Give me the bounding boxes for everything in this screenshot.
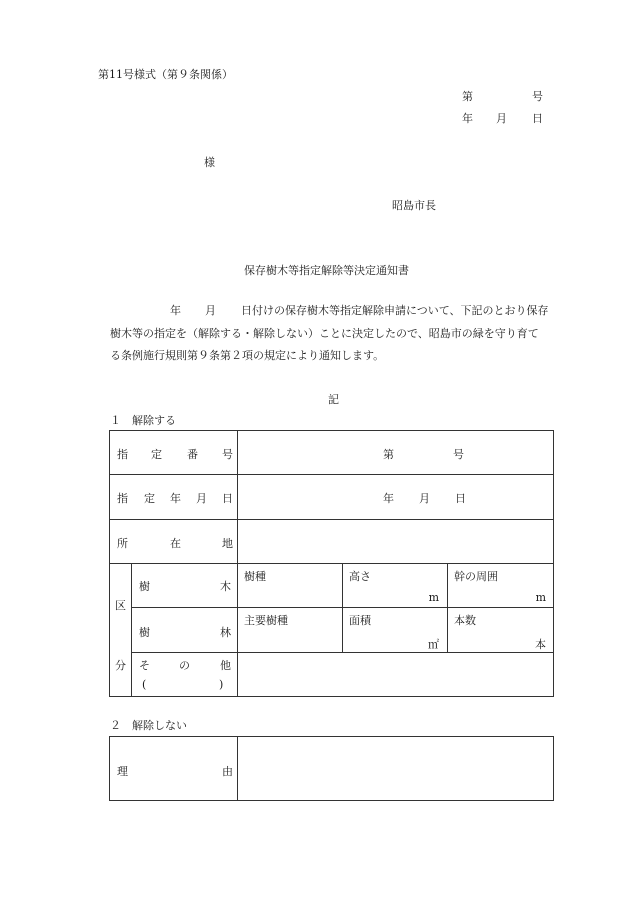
jurin-count-cell[interactable]: 本数 本 [448, 608, 554, 653]
number-prefix: 第 [462, 90, 473, 103]
input-reason[interactable] [238, 737, 554, 801]
label-shitei-date: 指 定 年 月 日 [110, 475, 238, 520]
document-title: 保存樹木等指定解除等決定通知書 [244, 264, 409, 277]
input-shozaichi[interactable] [238, 520, 554, 564]
label-juboku: 樹 木 [132, 564, 238, 608]
header-month: 月 [496, 112, 507, 125]
release-table [109, 430, 554, 697]
label-jurin: 樹 林 [132, 608, 238, 653]
input-sonota[interactable] [238, 653, 554, 697]
label-kubun: 区 分 [110, 564, 132, 697]
number-suffix: 号 [532, 90, 543, 103]
body-year: 年 [170, 304, 181, 317]
section2-heading: ２ 解除しない [110, 719, 187, 732]
juboku-species-cell[interactable]: 樹種 [238, 564, 343, 608]
body-line1: 日付けの保存樹木等指定解除申請について、下記のとおり保存 [241, 304, 549, 317]
input-shitei-bango[interactable]: 第 号 [238, 431, 554, 475]
form-id: 第11号様式（第９条関係） [98, 68, 233, 81]
addressee-suffix: 様 [204, 156, 215, 169]
body-month: 月 [205, 304, 216, 317]
label-shozaichi: 所 在 地 [110, 520, 238, 564]
label-shitei-bango: 指 定 番 号 [110, 431, 238, 475]
jurin-species-cell[interactable]: 主要樹種 [238, 608, 343, 653]
juboku-girth-cell[interactable]: 幹の周囲 m [448, 564, 554, 608]
header-day: 日 [532, 112, 543, 125]
jurin-area-cell[interactable]: 面積 ㎡ [343, 608, 448, 653]
no-release-table [109, 736, 554, 801]
label-sonota: そ の 他 ( ) [132, 653, 238, 697]
juboku-height-cell[interactable]: 高さ m [343, 564, 448, 608]
label-reason: 理 由 [110, 737, 238, 801]
section1-heading: １ 解除する [110, 414, 176, 427]
body-line3: る条例施行規則第９条第２項の規定により通知します。 [110, 349, 385, 362]
header-year: 年 [462, 112, 473, 125]
ki-label: 記 [328, 393, 339, 406]
sender: 昭島市長 [392, 199, 436, 212]
body-line2: 樹木等の指定を（解除する・解除しない）ことに決定したので、昭島市の緑を守り育て [110, 327, 539, 340]
input-shitei-date[interactable]: 年 月 日 [238, 475, 554, 520]
